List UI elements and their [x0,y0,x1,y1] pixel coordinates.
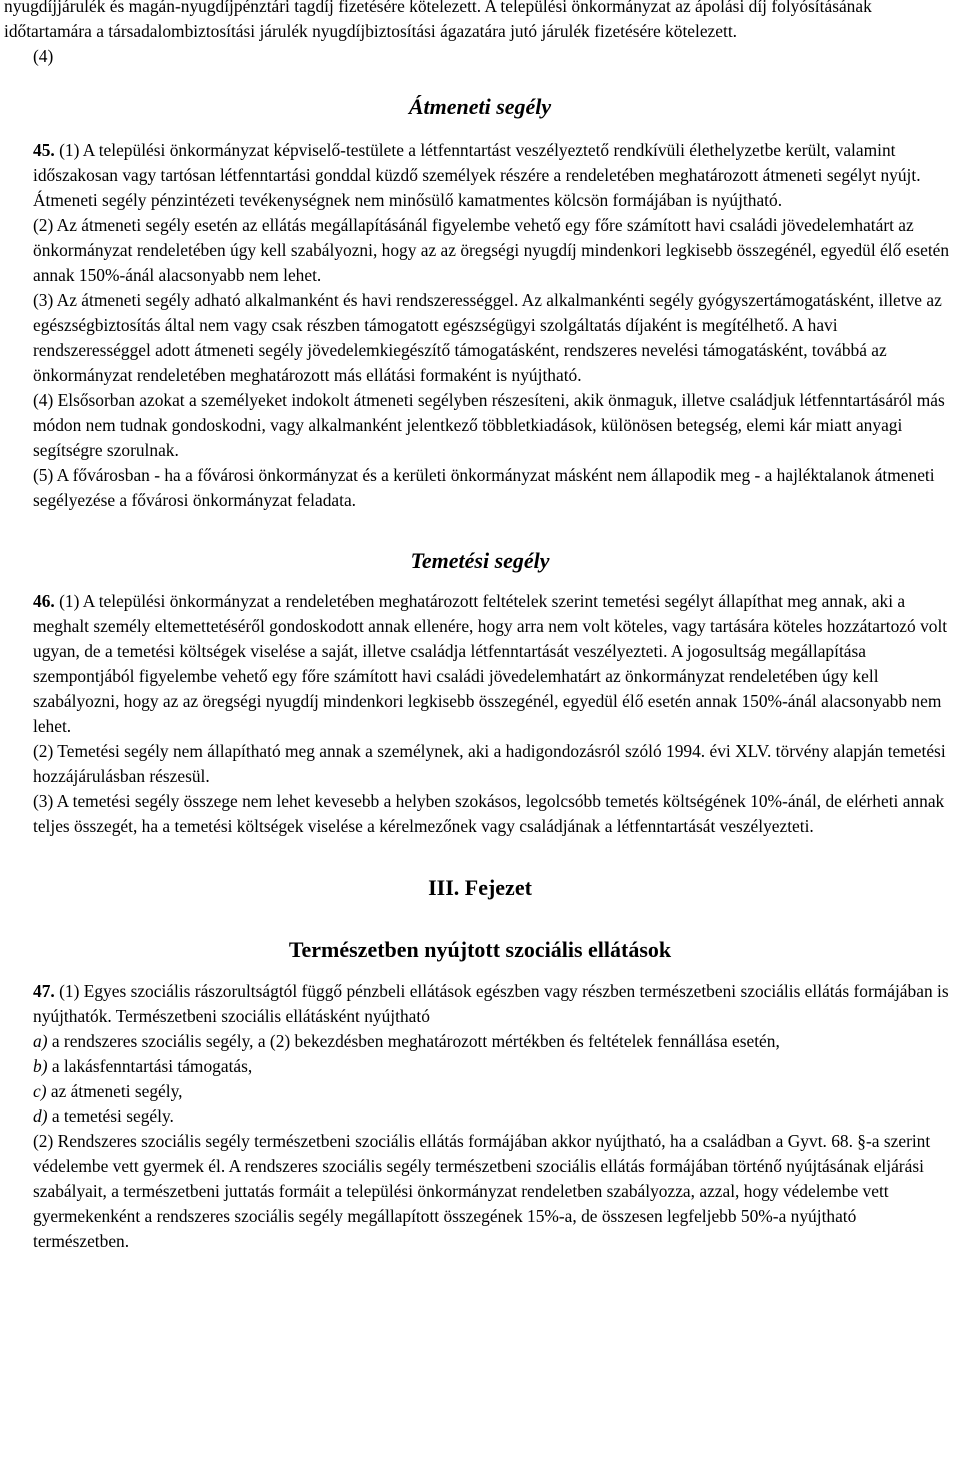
section-46-p1-text: (1) A települési önkormányzat a rendeletében meghatározott feltételek szerint temetési segélyt állapíthat meg annak, aki a meghalt személy eltemettetéséről gondoskodott annak ellenére, hogy arra nem volt köteles, vagy tartására köteles hozzátartozó volt ugyan, de a temetési költségek viselése a saját, illetve családja létfenntartását veszélyezteti. A jogosultság megállapítása szempontjából figyelembe vehető egy főre számított havi családi jövedelemhatárt az önkormányzat rendeletében úgy kell szabályozni, hogy az az öregségi nyugdíj mindenkori legkisebb összegénél, egyedül élő esetén annak 150%-ánál alacsonyabb nem lehet. [33,591,948,736]
section-46-p1 [4,589,956,739]
list-item-letter: c) [33,1081,47,1101]
section-47-p1 [4,979,956,1029]
section-45-p1 [4,138,956,213]
chapter-subtitle: Természetben nyújtott szociális ellátások [288,937,672,962]
list-item-text: a lakásfenntartási támogatás, [47,1056,253,1076]
list-item [4,1029,956,1054]
list-item-letter: d) [33,1106,48,1126]
chapter-title: III. Fejezet [428,875,532,900]
section-45-p2: (2) Az átmeneti segély esetén az ellátás megállapításánál figyelembe vehető egy főre számított havi családi jövedelemhatárt az önkormányzat rendeletében úgy kell szabályozni, hogy az az öregségi nyugdíj mindenkori legkisebb összegénél, egyedül élő esetén annak 150%-ánál alacsonyabb nem lehet. [33,215,950,285]
subsection-4-label: (4) [33,46,54,66]
list-item-text: a temetési segély. [47,1106,174,1126]
section-45-p4: (4) Elsősorban azokat a személyeket indokolt átmeneti segélyben részesíteni, akik önmaguk, illetve családjuk létfenntartásáról más módon nem tudnak gondoskodni, vagy alkalmanként jelentkező többletkiadások, különösen betegség, elemi kár miatt anyagi segítségre szorulnak. [33,390,945,460]
section-47-number: 47. [33,981,55,1001]
section-46-p2: (2) Temetési segély nem állapítható meg annak a személynek, aki a hadigondozásról szóló 1994. évi XLV. törvény alapján temetési hozzájárulásban részesül. [33,741,946,786]
heading-temetesi-segely: Temetési segély [410,548,550,573]
list-item [4,1104,956,1129]
heading-atmeneti-segely: Átmeneti segély [408,94,552,119]
section-47-p1-text: (1) Egyes szociális rászorultságtól függő pénzbeli ellátások egészben vagy részben természetbeni szociális ellátás formájában is nyújthatók. Természetbeni szociális ellátásként nyújtható [33,981,949,1026]
list-item-letter: b) [33,1056,48,1076]
intro-paragraph: nyugdíjjárulék és magán-nyugdíjpénztári tagdíj fizetésére kötelezett. A települési önkormányzat az ápolási díj folyósításának időtartamára a társadalombiztosítási járulék nyugdíjbiztosítási ágazatára jutó járulék fizetésére kötelezett. [4,0,872,41]
document-page [4,0,956,1254]
list-item [4,1079,956,1104]
section-45-p5: (5) A fővárosban - ha a fővárosi önkormányzat és a kerületi önkormányzat másként nem állapodik meg - a hajléktalanok átmeneti segélyezése a fővárosi önkormányzat feladata. [33,465,935,510]
section-46-number: 46. [33,591,55,611]
section-47-p2: (2) Rendszeres szociális segély természetbeni szociális ellátás formájában akkor nyújtható, ha a családban a Gyvt. 68. §-a szerint védelembe vett gyermek él. A rendszeres szociális segély természetbeni szociális ellátás formájában történő nyújtásának eljárási szabályait, a természetbeni juttatás formáit a települési önkormányzat rendeletben szabályozza, azzal, hogy védelembe vett gyermekenként a rendszeres szociális segély megállapított összegének 15%-a, de összesen legfeljebb 50%-a nyújtható természetben. [33,1131,931,1251]
list-item-text: a rendszeres szociális segély, a (2) bekezdésben meghatározott mértékben és feltételek fennállása esetén, [47,1031,780,1051]
list-item-text: az átmeneti segély, [46,1081,183,1101]
section-45-number: 45. [33,140,55,160]
list-item-letter: a) [33,1031,48,1051]
list-item [4,1054,956,1079]
section-45-p1-text: (1) A települési önkormányzat képviselő-testülete a létfenntartást veszélyeztető rendkívüli élethelyzetbe került, valamint időszakosan vagy tartósan létfenntartási gonddal küzdő személyek részére a rendeletében meghatározott átmeneti segélyt nyújt. Átmeneti segély pénzintézeti tevékenységnek nem minősülő kamatmentes kölcsön formájában is nyújtható. [33,140,921,210]
section-46-p3: (3) A temetési segély összege nem lehet kevesebb a helyben szokásos, legolcsóbb temetés költségének 10%-ánál, de elérheti annak teljes összegét, ha a temetési költségek viselése a kérelmezőnek vagy családjának a létfenntartását veszélyezteti. [33,791,945,836]
section-45-p3: (3) Az átmeneti segély adható alkalmanként és havi rendszerességgel. Az alkalmankénti segély gyógyszertámogatásként, illetve az egészségbiztosítás által nem vagy csak részben támogatott egészségügyi szolgáltatás díjaként is megítélhető. A havi rendszerességgel adott átmeneti segély jövedelemkiegészítő támogatásként, rendszeres nevelési támogatásként, továbbá az önkormányzat rendeletében meghatározott más ellátási formaként is nyújtható. [33,290,942,385]
